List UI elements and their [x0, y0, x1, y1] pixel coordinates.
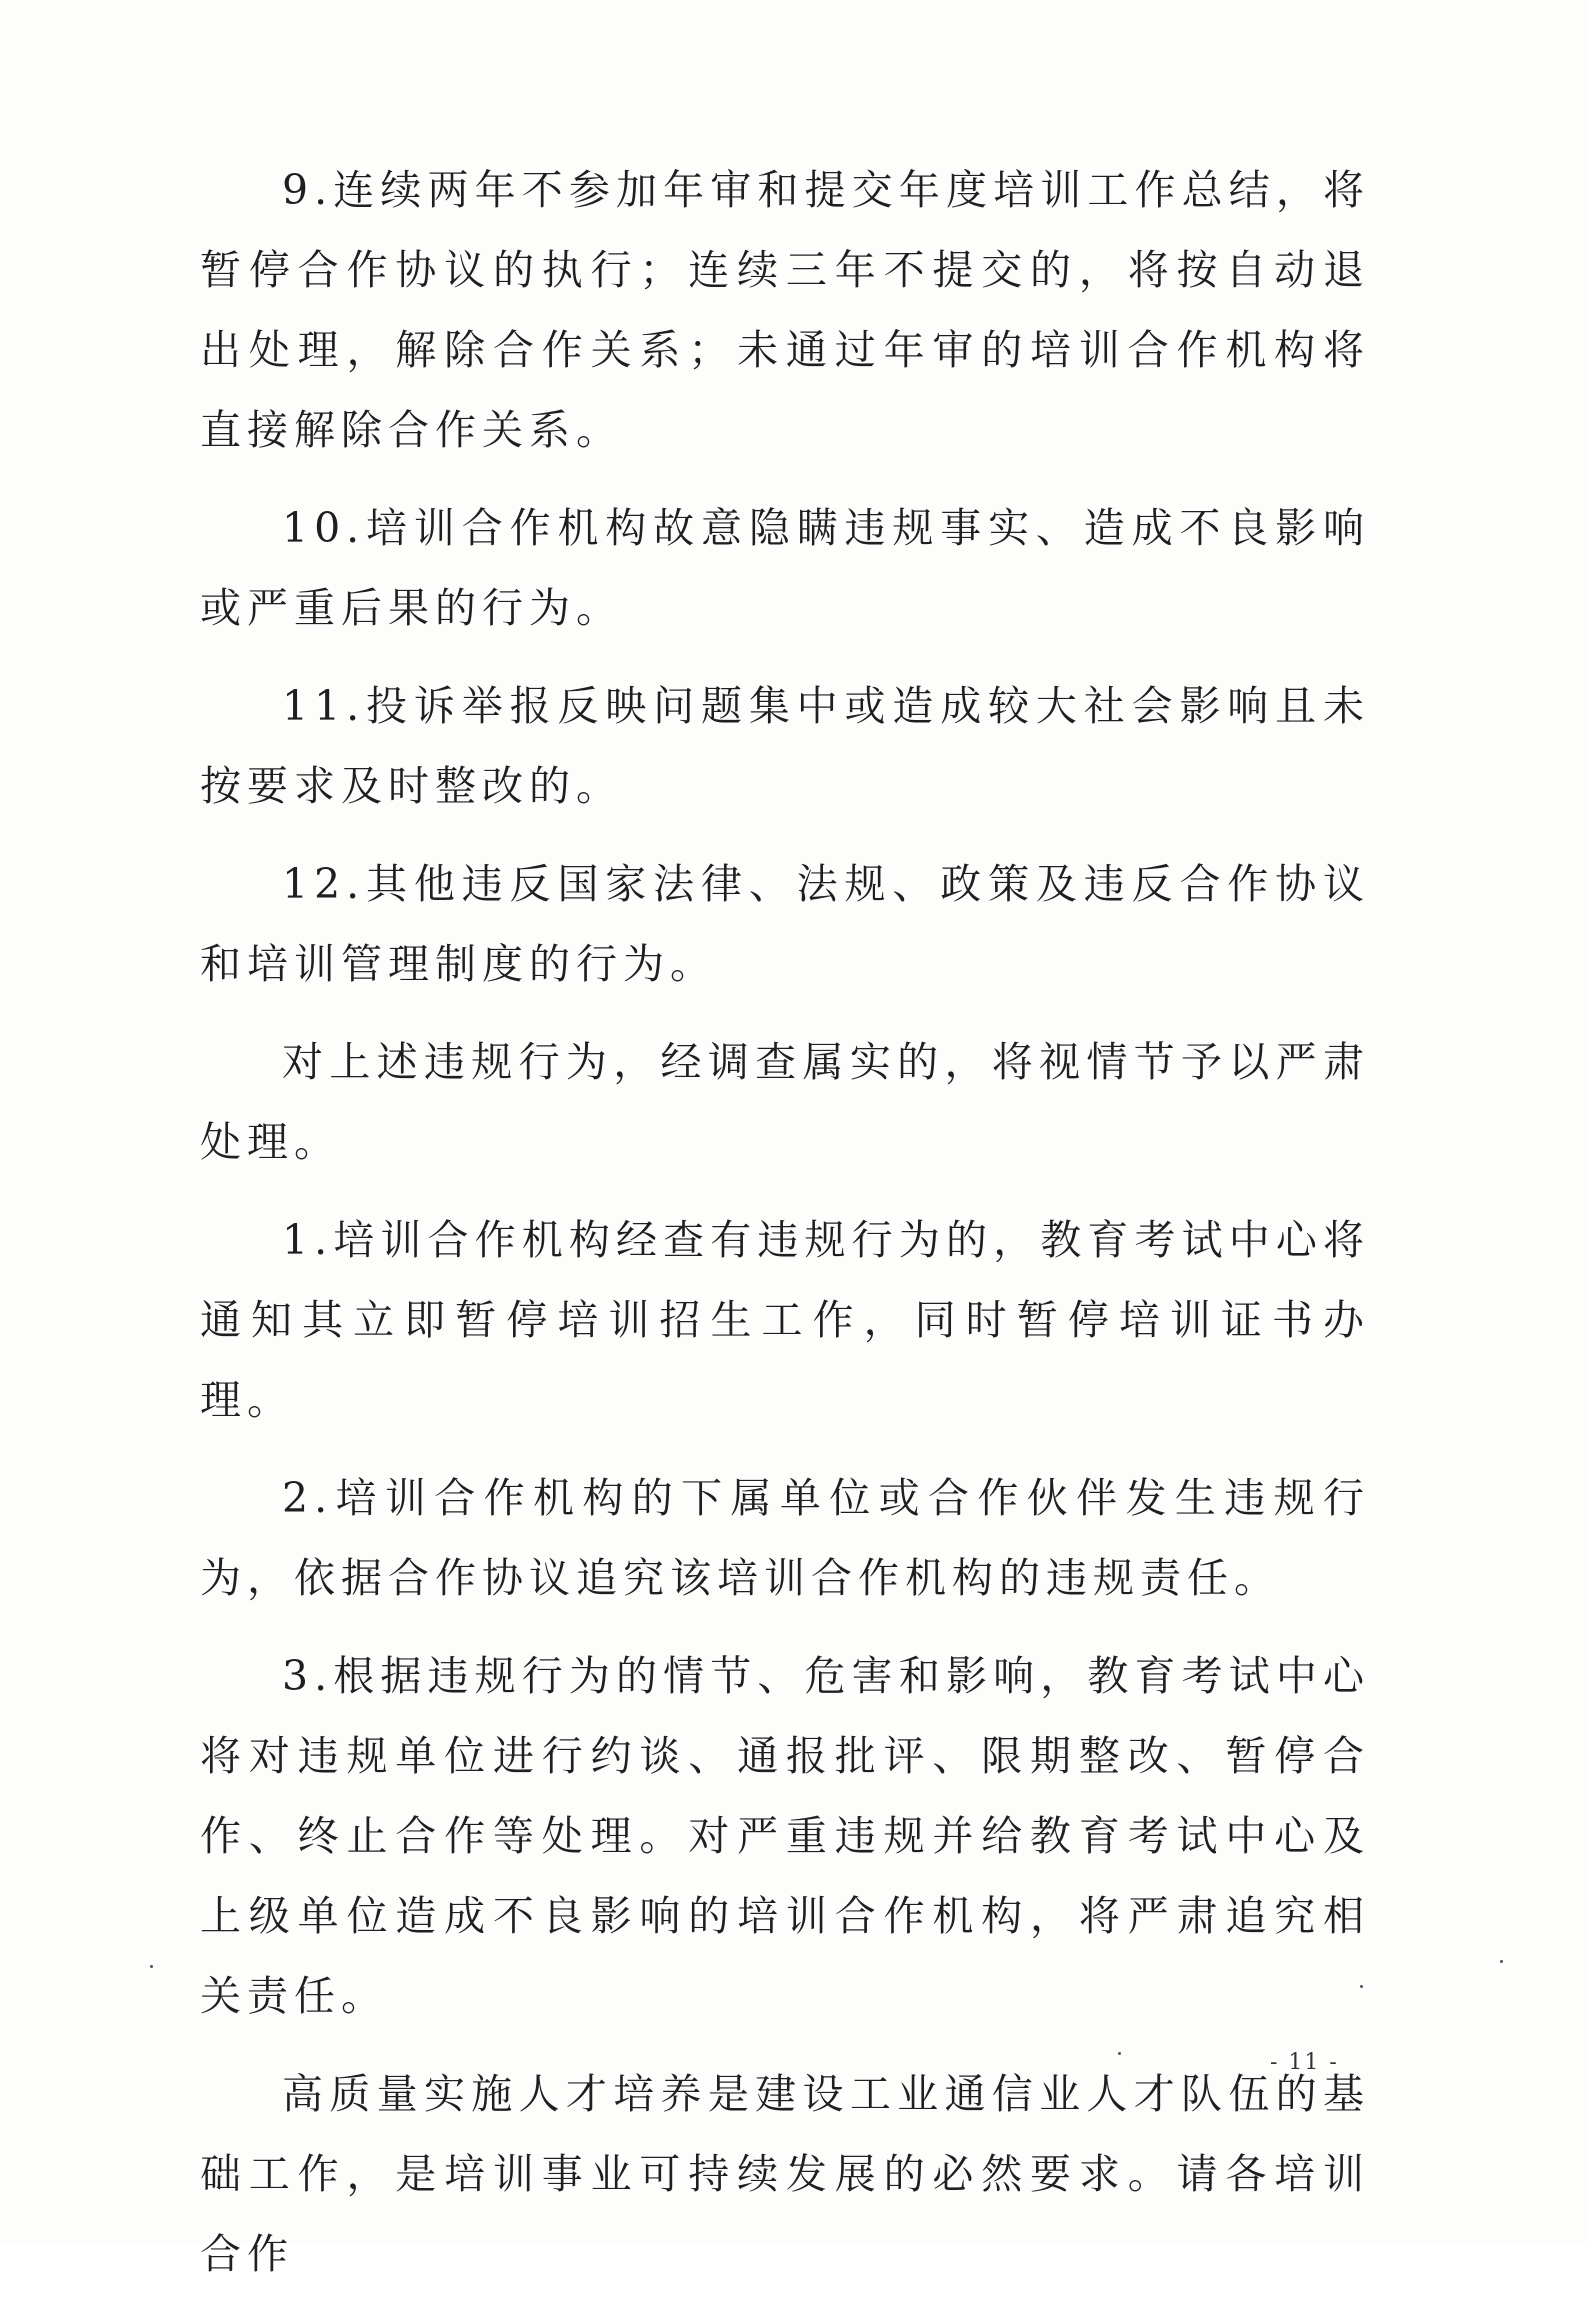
paragraph-penalty-2: 2.培训合作机构的下属单位或合作伙伴发生违规行为，依据合作协议追究该培训合作机构的违规责任。 — [200, 1474, 1370, 1602]
paragraph-item-11: 11.投诉举报反映问题集中或造成较大社会影响且未按要求及时整改的。 — [200, 682, 1370, 810]
paragraph-item-9: 9.连续两年不参加年审和提交年度培训工作总结，将暂停合作协议的执行；连续三年不提交的，将按自动退出处理，解除合作关系；未通过年审的培训合作机构将直接解除合作关系。 — [200, 166, 1370, 454]
paragraph-item-10: 10.培训合作机构故意隐瞒违规事实、造成不良影响或严重后果的行为。 — [200, 504, 1370, 632]
paragraph-penalty-3: 3.根据违规行为的情节、危害和影响，教育考试中心将对违规单位进行约谈、通报批评、限期整改、暂停合作、终止合作等处理。对严重违规并给教育考试中心及上级单位造成不良影响的培训合作机构，将严肃追究相关责任。 — [200, 1652, 1370, 2020]
paragraph-penalty-1: 1.培训合作机构经查有违规行为的，教育考试中心将通知其立即暂停培训招生工作，同时暂停培训证书办理。 — [200, 1216, 1370, 1424]
page-number: - 11 - — [1270, 2050, 1339, 2075]
scan-speck — [1500, 1960, 1503, 1963]
scan-speck — [150, 1965, 153, 1968]
paragraph-penalty-intro: 对上述违规行为，经调查属实的，将视情节予以严肃处理。 — [200, 1038, 1370, 1166]
scan-speck — [1118, 2052, 1121, 2055]
paragraph-closing: 高质量实施人才培养是建设工业通信业人才队伍的基础工作，是培训事业可持续发展的必然要求。请各培训合作 — [200, 2070, 1370, 2278]
scan-speck — [1360, 1985, 1363, 1988]
paragraph-item-12: 12.其他违反国家法律、法规、政策及违反合作协议和培训管理制度的行为。 — [200, 860, 1370, 988]
document-body — [200, 150, 1370, 2312]
